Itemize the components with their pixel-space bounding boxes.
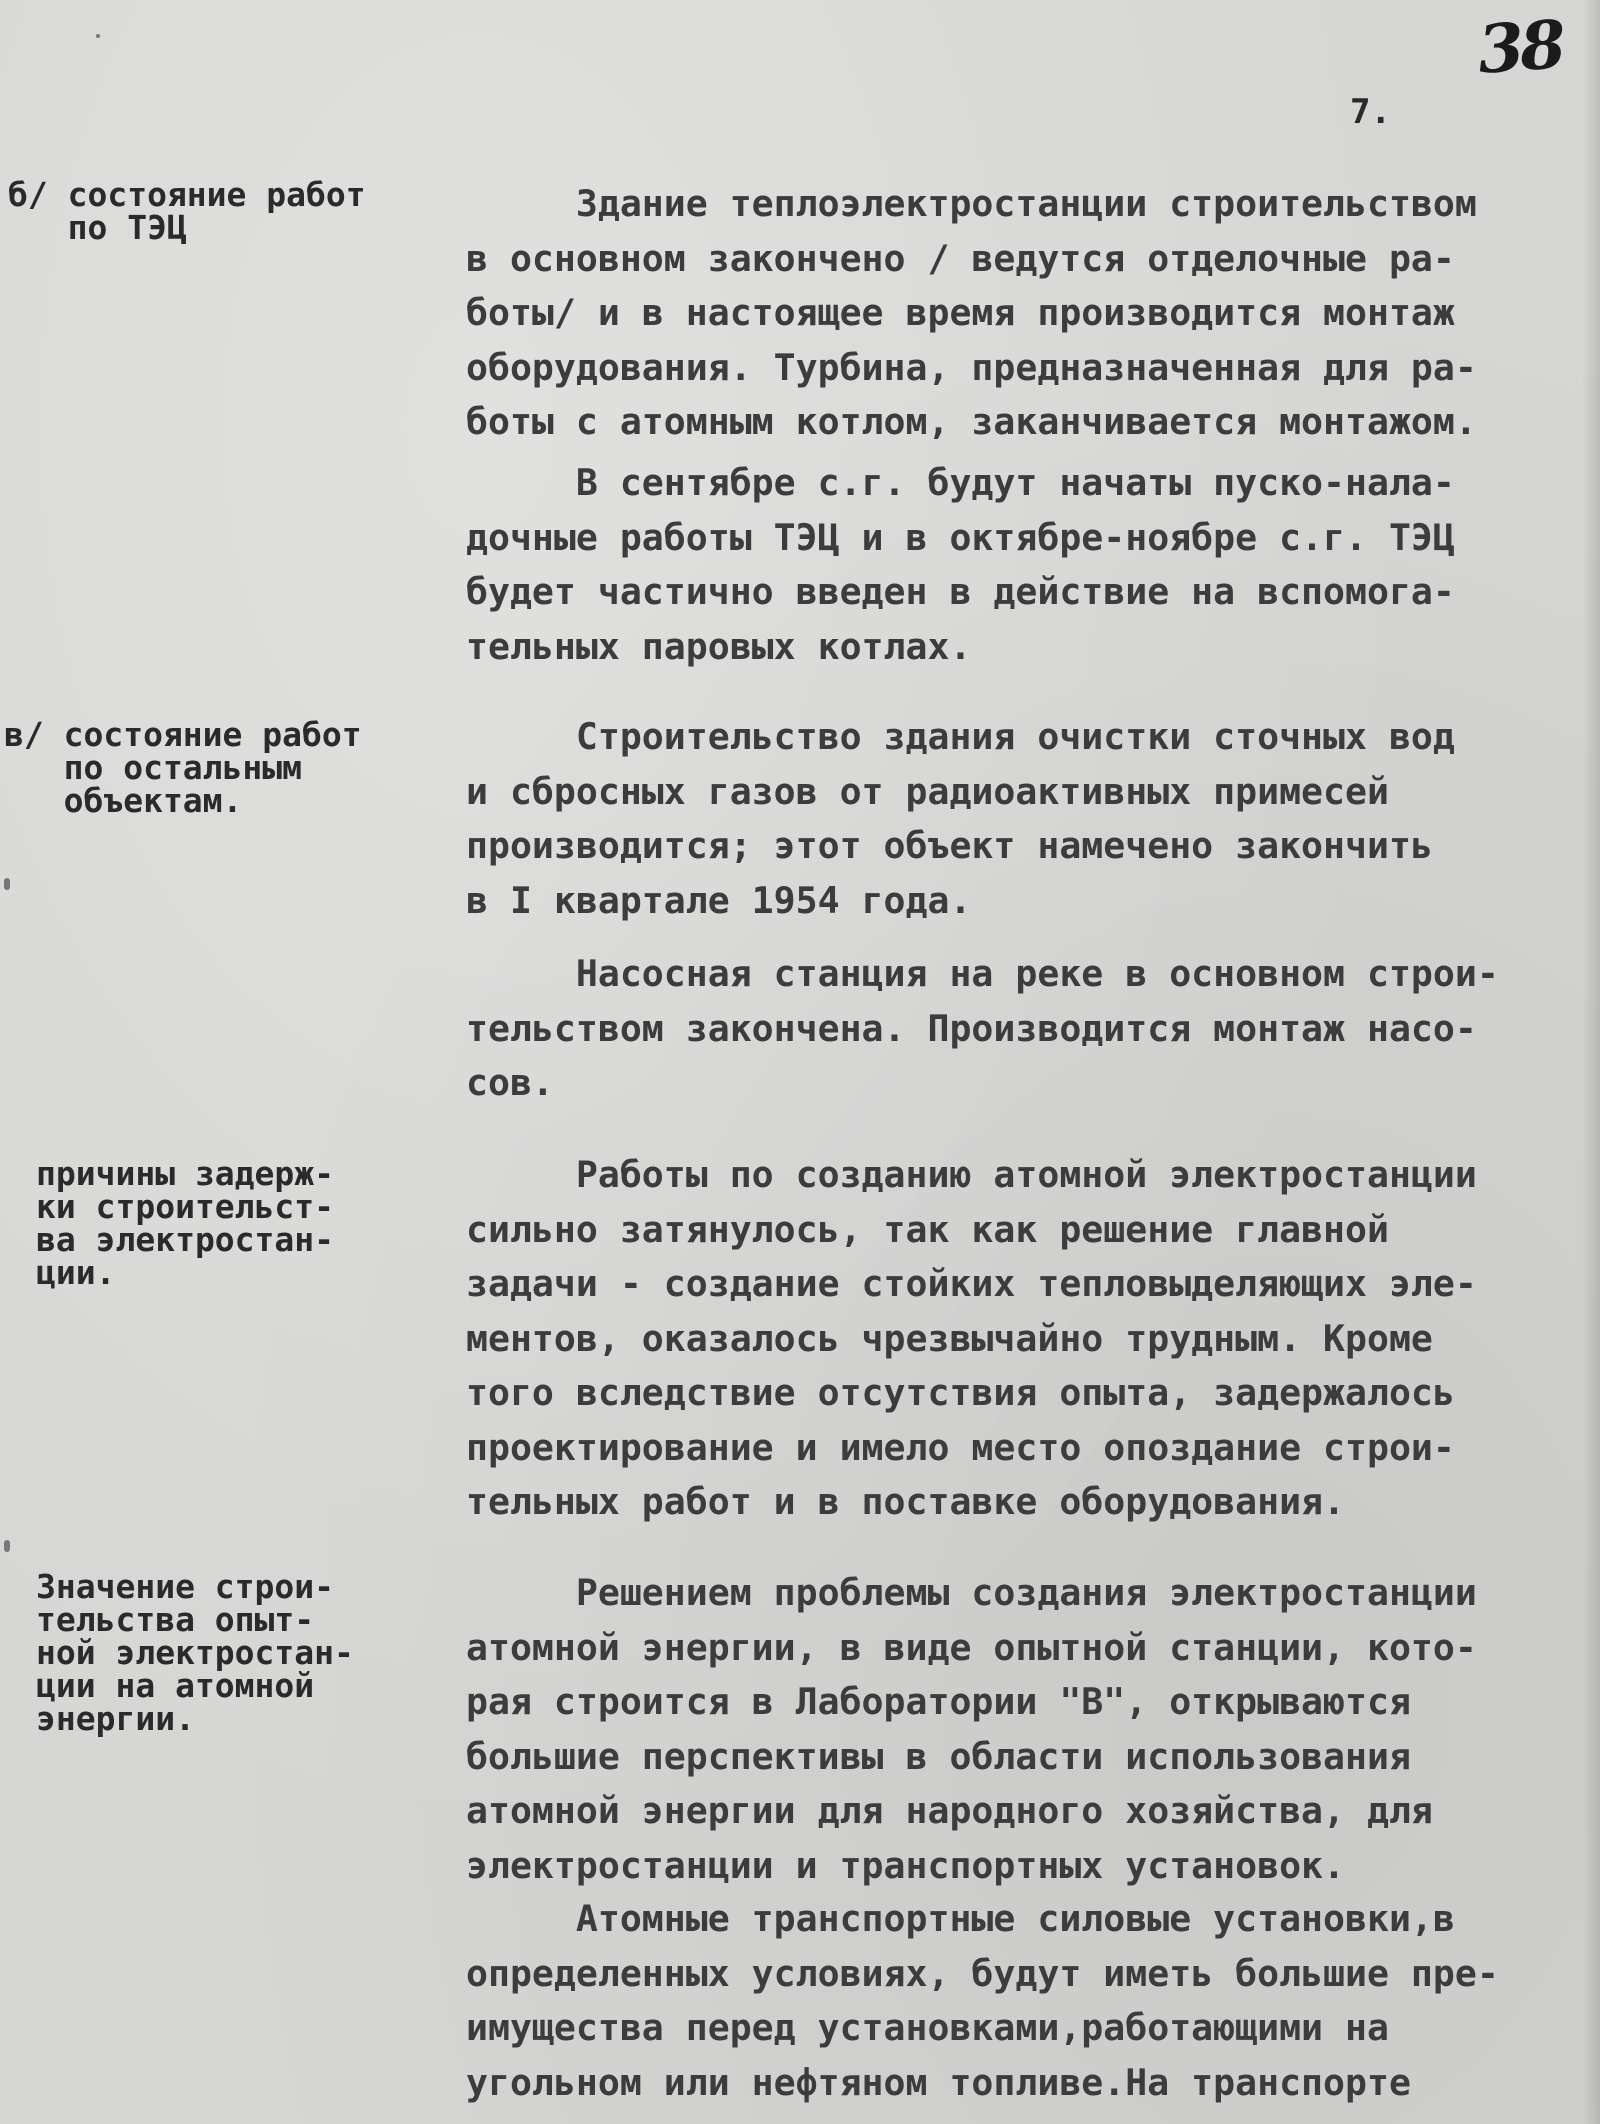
- paper-speck: [4, 1540, 10, 1552]
- paragraph-commissioning: В сентябре с.г. будут начаты пуско-нала- дочные работы ТЭЦ и в октябре-ноябре с.г. ТЭЦ будет частично введен в действие на вспомога- тельных паровых котлах.: [466, 461, 1455, 668]
- paper-speck: [96, 34, 100, 38]
- archive-page-number: 38: [1475, 5, 1565, 89]
- paragraph-delay-reasons: Работы по созданию атомной электростанции сильно затянулось, так как решение главной задачи - создание стойких тепловыделяющих эле- ментов, оказалось чрезвычайно трудным. Кроме того вследствие отсутствия опыта, задержалось проектирование и имело место опоздание строи- тельных работ и в поставке оборудования.: [466, 1153, 1477, 1523]
- paragraph-wastewater: Строительство здания очистки сточных вод и сбросных газов от радиоактивных примесей производится; этот объект намечено закончить в I квартале 1954 года.: [466, 715, 1455, 922]
- paragraph-tpp-building: Здание теплоэлектростанции строительством в основном закончено / ведутся отделочные ра- боты/ и в настоящее время производится монтаж оборудования. Турбина, предназначенная для ра- боты с атомным котлом, заканчивается монтажом.: [466, 182, 1477, 443]
- margin-note-other-objects: в/ состояние работ по остальным объектам.: [4, 715, 362, 820]
- paper-speck: [4, 878, 10, 890]
- paragraph-transport-plants: Атомные транспортные силовые установки,в определенных условиях, будут иметь большие пре- имущества перед установками,работающими на угольном или нефтяном топливе.На транспорте: [466, 1897, 1499, 2104]
- page-number: 7.: [1350, 92, 1391, 132]
- margin-note-tpp: б/ состояние работ по ТЭЦ: [8, 175, 366, 247]
- page-edge-shadow: [1582, 0, 1600, 2124]
- margin-note-delay-reasons: причины задерж- ки строительст- ва электростан- ции.: [36, 1154, 335, 1292]
- paragraph-significance: Решением проблемы создания электростанции атомной энергии, в виде опытной станции, кото- рая строится в Лаборатории "В", открываются большие перспективы в области использования атомной энергии для народного хозяйства, для электростанции и транспортных установок.: [466, 1571, 1477, 1887]
- paragraph-pumping-station: Насосная станция на реке в основном строи- тельством закончена. Производится монтаж насо- сов.: [466, 952, 1499, 1104]
- margin-note-significance: Значение строи- тельства опыт- ной электростан- ции на атомной энергии.: [36, 1567, 354, 1738]
